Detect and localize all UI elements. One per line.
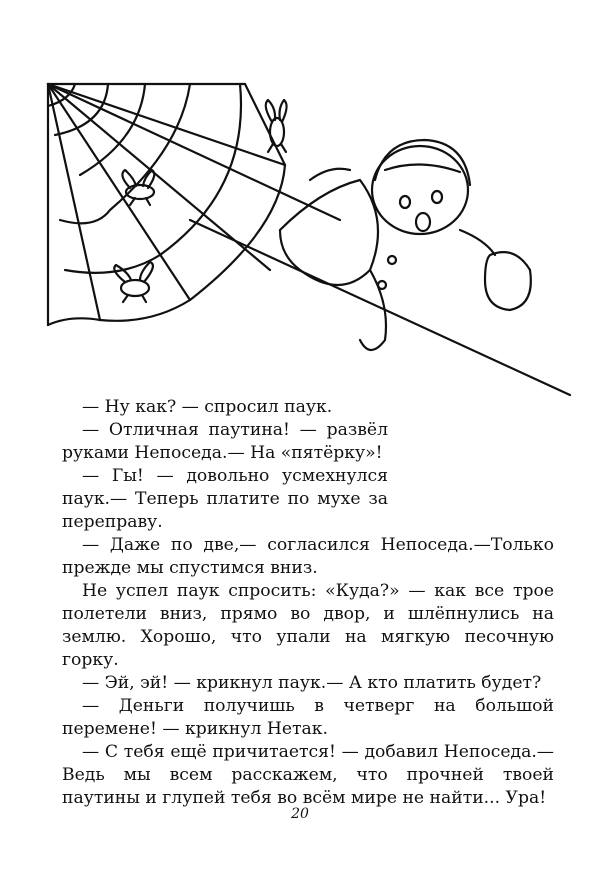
fly-icon (122, 170, 154, 205)
paragraph: — Деньги получишь в четверг на большой перемене! — крикнул Нетак. (62, 696, 554, 739)
thread-line (190, 220, 570, 395)
spider-web-illustration (40, 70, 580, 400)
paragraph: Не успел паук спросить: «Куда?» — как все трое полетели вниз, прямо во двор, и шлёпнулись на землю. Хорошо, что упали на мягкую песочную горку. (62, 581, 554, 670)
paragraph: — Ну как? — спросил паук. (82, 397, 333, 417)
paragraph: — Даже по две,— согласился Непоседа.—Только прежде мы спустимся вниз. (62, 535, 554, 578)
paragraph: — Отличная паутина! — развёл руками Непоседа.— На «пятёрку»! (62, 420, 388, 463)
story-text (62, 396, 554, 810)
fly-icon (266, 100, 287, 152)
web-icon (48, 84, 340, 325)
page-number: 20 (291, 806, 309, 822)
paragraph: — Гы! — довольно усмехнулся паук.— Теперь платите по мухе за переправу. (62, 466, 388, 532)
paragraph: — Эй, эй! — крикнул паук.— А кто платить будет? (82, 673, 542, 693)
paragraph: — С тебя ещё причитается! — добавил Непоседа.— Ведь мы всем расскажем, что прочней твоей паутины и глупей тебя во всём мире не найти... Ура! (62, 742, 554, 808)
